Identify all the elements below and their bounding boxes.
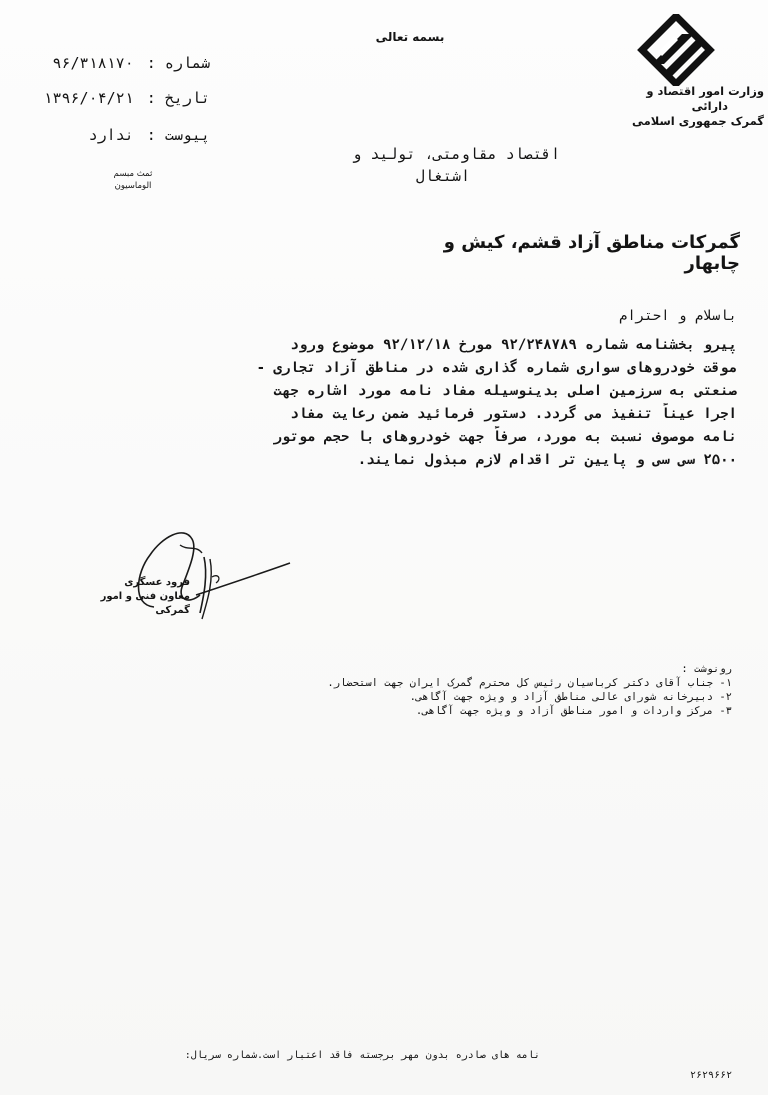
ministry-line-1: وزارت امور اقتصاد و — [646, 84, 764, 98]
body-line: اجرا عیناً تنفیذ می گردد. دستور فرمائید ضمن رعایت مفاد — [290, 406, 737, 422]
ministry-line-2: دارائی — [691, 99, 728, 113]
slogan-line-2: اشتغال — [415, 167, 470, 185]
signatory-block — [90, 576, 190, 618]
letter-date-value: ۱۳۹۶/۰۴/۲۱ — [43, 89, 134, 107]
cc-line: ۳- مرکز واردات و امور مناطق آزاد و ویژه جهت آگاهی. — [415, 705, 732, 717]
letter-number — [14, 54, 210, 72]
cc-line: ۲- دبیرخانه شورای عالی مناطق آزاد و ویژه جهت آگاهی. — [409, 691, 732, 703]
attachment-note-line-1: ثمث مبسم — [113, 169, 153, 179]
letter-attachment — [14, 126, 210, 144]
letter-number-label: شماره : — [146, 54, 210, 72]
footer-serial-number: ۲۶۲۹۶۶۲ — [690, 1070, 733, 1081]
body-line: نامه موصوف نسبت به مورد، صرفاً جهت خودروهای با حجم موتور — [273, 429, 737, 445]
letter-date-label: تاریخ : — [146, 89, 210, 107]
cc-line: ۱- جناب آقای دکتر کرباسیان رئیس کل محترم گمرک ایران جهت استحضار. — [327, 677, 732, 689]
letter-body — [90, 334, 737, 472]
recipient-title: گمرکات مناطق آزاد قشم، کیش و چابهار — [443, 232, 740, 274]
body-line: پیرو بخشنامه شماره ۹۲/۲۴۸۷۸۹ مورخ ۹۲/۱۲/۱۸ موضوع ورود — [290, 337, 737, 353]
letter-number-value: ۹۶/۳۱۸۱۷۰ — [52, 54, 134, 72]
ministry-block — [596, 84, 764, 129]
body-line: صنعتی به سرزمین اصلی بدینوسیله مفاد نامه مورد اشاره جهت — [273, 383, 737, 399]
body-line: ۲۵۰۰ سی سی و پایین تر اقدام لازم مبذول نمایند. — [357, 452, 737, 468]
cc-list — [300, 662, 732, 718]
letter-attachment-label: پیوست : — [146, 126, 210, 144]
letter-date — [14, 89, 210, 107]
attachment-note-line-2: الوماسیون — [114, 181, 152, 191]
customs-logo-icon — [636, 14, 716, 86]
signatory-name: فرود عسگری — [124, 577, 190, 588]
attachment-stamp-note — [98, 168, 168, 192]
greeting: باسلام و احترام — [618, 308, 737, 324]
letter-attachment-value: ندارد — [88, 126, 134, 144]
body-line: موقت خودروهای سواری شماره گذاری شده در مناطق آزاد تجاری - — [256, 360, 737, 376]
signatory-title: معاون فنی و امور گمرکی — [100, 591, 190, 616]
footer-validity-note: نامه های صادره بدون مهر برجسته فاقد اعتبار است.شماره سریال: — [184, 1050, 540, 1061]
ministry-line-3: گمرک جمهوری اسلامی — [631, 114, 764, 128]
cc-label: رونوشت : — [681, 663, 732, 675]
bismillah-heading: بسمه تعالی — [375, 30, 445, 44]
year-slogan — [330, 143, 560, 187]
slogan-line-1: اقتصاد مقاومتی، تولید و — [352, 145, 560, 163]
